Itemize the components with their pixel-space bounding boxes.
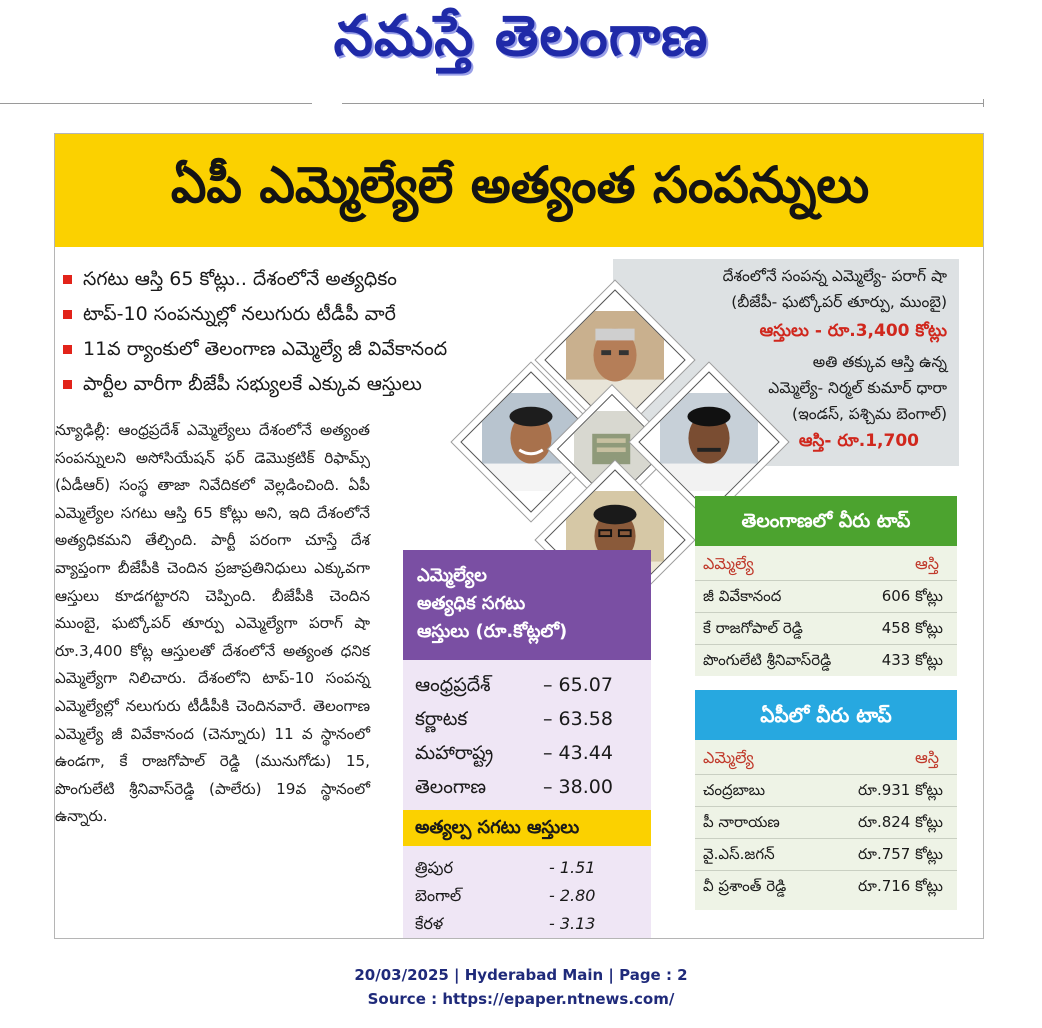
- table-row: పీ నారాయణ రూ.824 కోట్లు: [695, 806, 957, 838]
- lowest-state-row: కేరళ - 3.13: [415, 914, 596, 933]
- info-line: దేశంలోనే సంపన్న ఎమ్మెల్యే- పరాగ్ షా: [722, 267, 947, 285]
- ap-top-heading: ఏపీలో వీరు టాప్: [695, 690, 957, 740]
- top-mlas-panel: [695, 496, 957, 939]
- table-row: పొంగులేటి శ్రీనివాస్‌రెడ్డి 433 కోట్లు: [695, 644, 957, 676]
- portrait-icon: [660, 393, 758, 491]
- table-row: జీ వివేకానంద 606 కోట్లు: [695, 580, 957, 612]
- state-row: తెలంగాణ – 38.00: [415, 776, 613, 798]
- table-row: కే రాజగోపాల్ రెడ్డి 458 కోట్లు: [695, 612, 957, 644]
- headline-band: [55, 134, 984, 247]
- article-headline: ఏపీ ఎమ్మెల్యేలే అత్యంత సంపన్నులు: [170, 156, 870, 214]
- bullet-square-icon: [63, 345, 72, 354]
- bullet-item: సగటు ఆస్తి 65 కోట్లు.. దేశంలోనే అత్యధికం: [61, 262, 621, 297]
- info-line: అతి తక్కువ ఆస్తి ఉన్న: [812, 353, 947, 371]
- table-header: ఎమ్మెల్యే ఆస్తి: [703, 748, 939, 767]
- bullet-square-icon: [63, 275, 72, 284]
- table-header: ఎమ్మెల్యే ఆస్తి: [703, 554, 939, 573]
- table-row: వై.ఎస్.జగన్ రూ.757 కోట్లు: [695, 838, 957, 870]
- news-article: [54, 133, 984, 939]
- bullet-item: పార్టీల వారీగా బీజేపీ సభ్యులకే ఎక్కువ ఆస్తులు: [61, 367, 621, 402]
- masthead-rule-right: [342, 103, 984, 104]
- state-row: కర్ణాటక – 63.58: [415, 708, 613, 730]
- lowest-state-row: త్రిపుర - 1.51: [415, 858, 596, 877]
- lowest-avg-heading: అత్యల్ప సగటు ఆస్తులు: [403, 810, 651, 846]
- state-row: మహారాష్ట్ర – 43.44: [415, 742, 613, 764]
- lowest-state-row: బెంగాల్ - 2.80: [415, 886, 596, 905]
- masthead-rule-left: [0, 103, 312, 104]
- info-line: (ఇండస్, పశ్చిమ బెంగాల్): [792, 405, 947, 423]
- bullet-square-icon: [63, 310, 72, 319]
- info-line: (బీజేపీ- ఘట్కోపర్ తూర్పు, ముంబై): [731, 293, 947, 311]
- masthead: [0, 0, 1042, 110]
- avg-assets-heading: ఎమ్మెల్యేల అత్యధిక సగటు ఆస్తులు (రూ.కోట్లలో): [403, 550, 651, 660]
- info-line: ఎమ్మెల్యే- నిర్మల్ కుమార్ ధారా: [768, 379, 947, 397]
- table-row: చంద్రబాబు రూ.931 కోట్లు: [695, 774, 957, 806]
- richest-asset-value: ఆస్తులు - రూ.3,400 కోట్లు: [759, 321, 947, 341]
- page-footer-date: 20/03/2025 | Hyderabad Main | Page : 2: [354, 966, 688, 984]
- avg-assets-panel: [403, 550, 651, 939]
- telangana-top-heading: తెలంగాణలో వీరు టాప్: [695, 496, 957, 546]
- page-footer-source: Source : https://epaper.ntnews.com/: [367, 990, 675, 1008]
- poorest-asset-value: ఆస్తి- రూ.1,700: [798, 431, 919, 451]
- bullet-item: టాప్-10 సంపన్నుల్లో నలుగురు టీడీపీ వారే: [61, 297, 621, 332]
- state-row: ఆంధ్రప్రదేశ్ – 65.07: [415, 674, 613, 696]
- telangana-top-table: [695, 546, 957, 676]
- ap-top-table: [695, 740, 957, 910]
- table-row: వీ ప్రశాంత్ రెడ్డి రూ.716 కోట్లు: [695, 870, 957, 902]
- newspaper-title: నమస్తే తెలంగాణ: [333, 4, 709, 69]
- bullet-item: 11వ ర్యాంకులో తెలంగాణ ఎమ్మెల్యే జీ వివేకానంద: [61, 332, 621, 367]
- article-body: న్యూఢిల్లీ: ఆంధ్రప్రదేశ్ ఎమ్మెల్యేలు దేశంలోనే అత్యంత సంపన్నులని అసోసియేషన్ ఫర్ డెమొక్రటిక్ రిఫామ్స్ (ఏడీఆర్) సంస్థ తాజా నివేదికలో వెల్లడించింది. ఏపీ ఎమ్మెల్యేల సగటు ఆస్తి 65 కోట్లు అని, ఇది దేశంలోనే అత్యధికమని తేల్చింది. పార్టీ పరంగా చూస్తే దేశ వ్యాప్తంగా బీజేపీకి చెందిన ప్రజాప్రతినిధులు ఎక్కువగా ఆస్తులు కూడగట్టారని చెప్పింది. బీజేపీకి చెందిన ముంబై, ఘట్కోపర్ తూర్పు ఎమ్మెల్యేగా పరాగ్ షా రూ.3,400 కోట్ల ఆస్తులతో దేశంలోనే అత్యంత ధనిక ఎమ్మెల్యేగా నిలిచారు. దేశంలోని టాప్-10 సంపన్న ఎమ్మెల్యేల్లో నలుగురు టీడీపీకి చెందినవారే. తెలంగాణ ఎమ్మెల్యే జీ వివేకానంద (చెన్నూరు) 11 వ స్థానంలో ఉండగా, కే రాజగోపాల్ రెడ్డి (మునుగోడు) 15, పొంగులేటి శ్రీనివాస్‌రెడ్డి (పాలేరు) 19వ స్థానంలో ఉన్నారు.: [55, 421, 370, 826]
- bullet-square-icon: [63, 380, 72, 389]
